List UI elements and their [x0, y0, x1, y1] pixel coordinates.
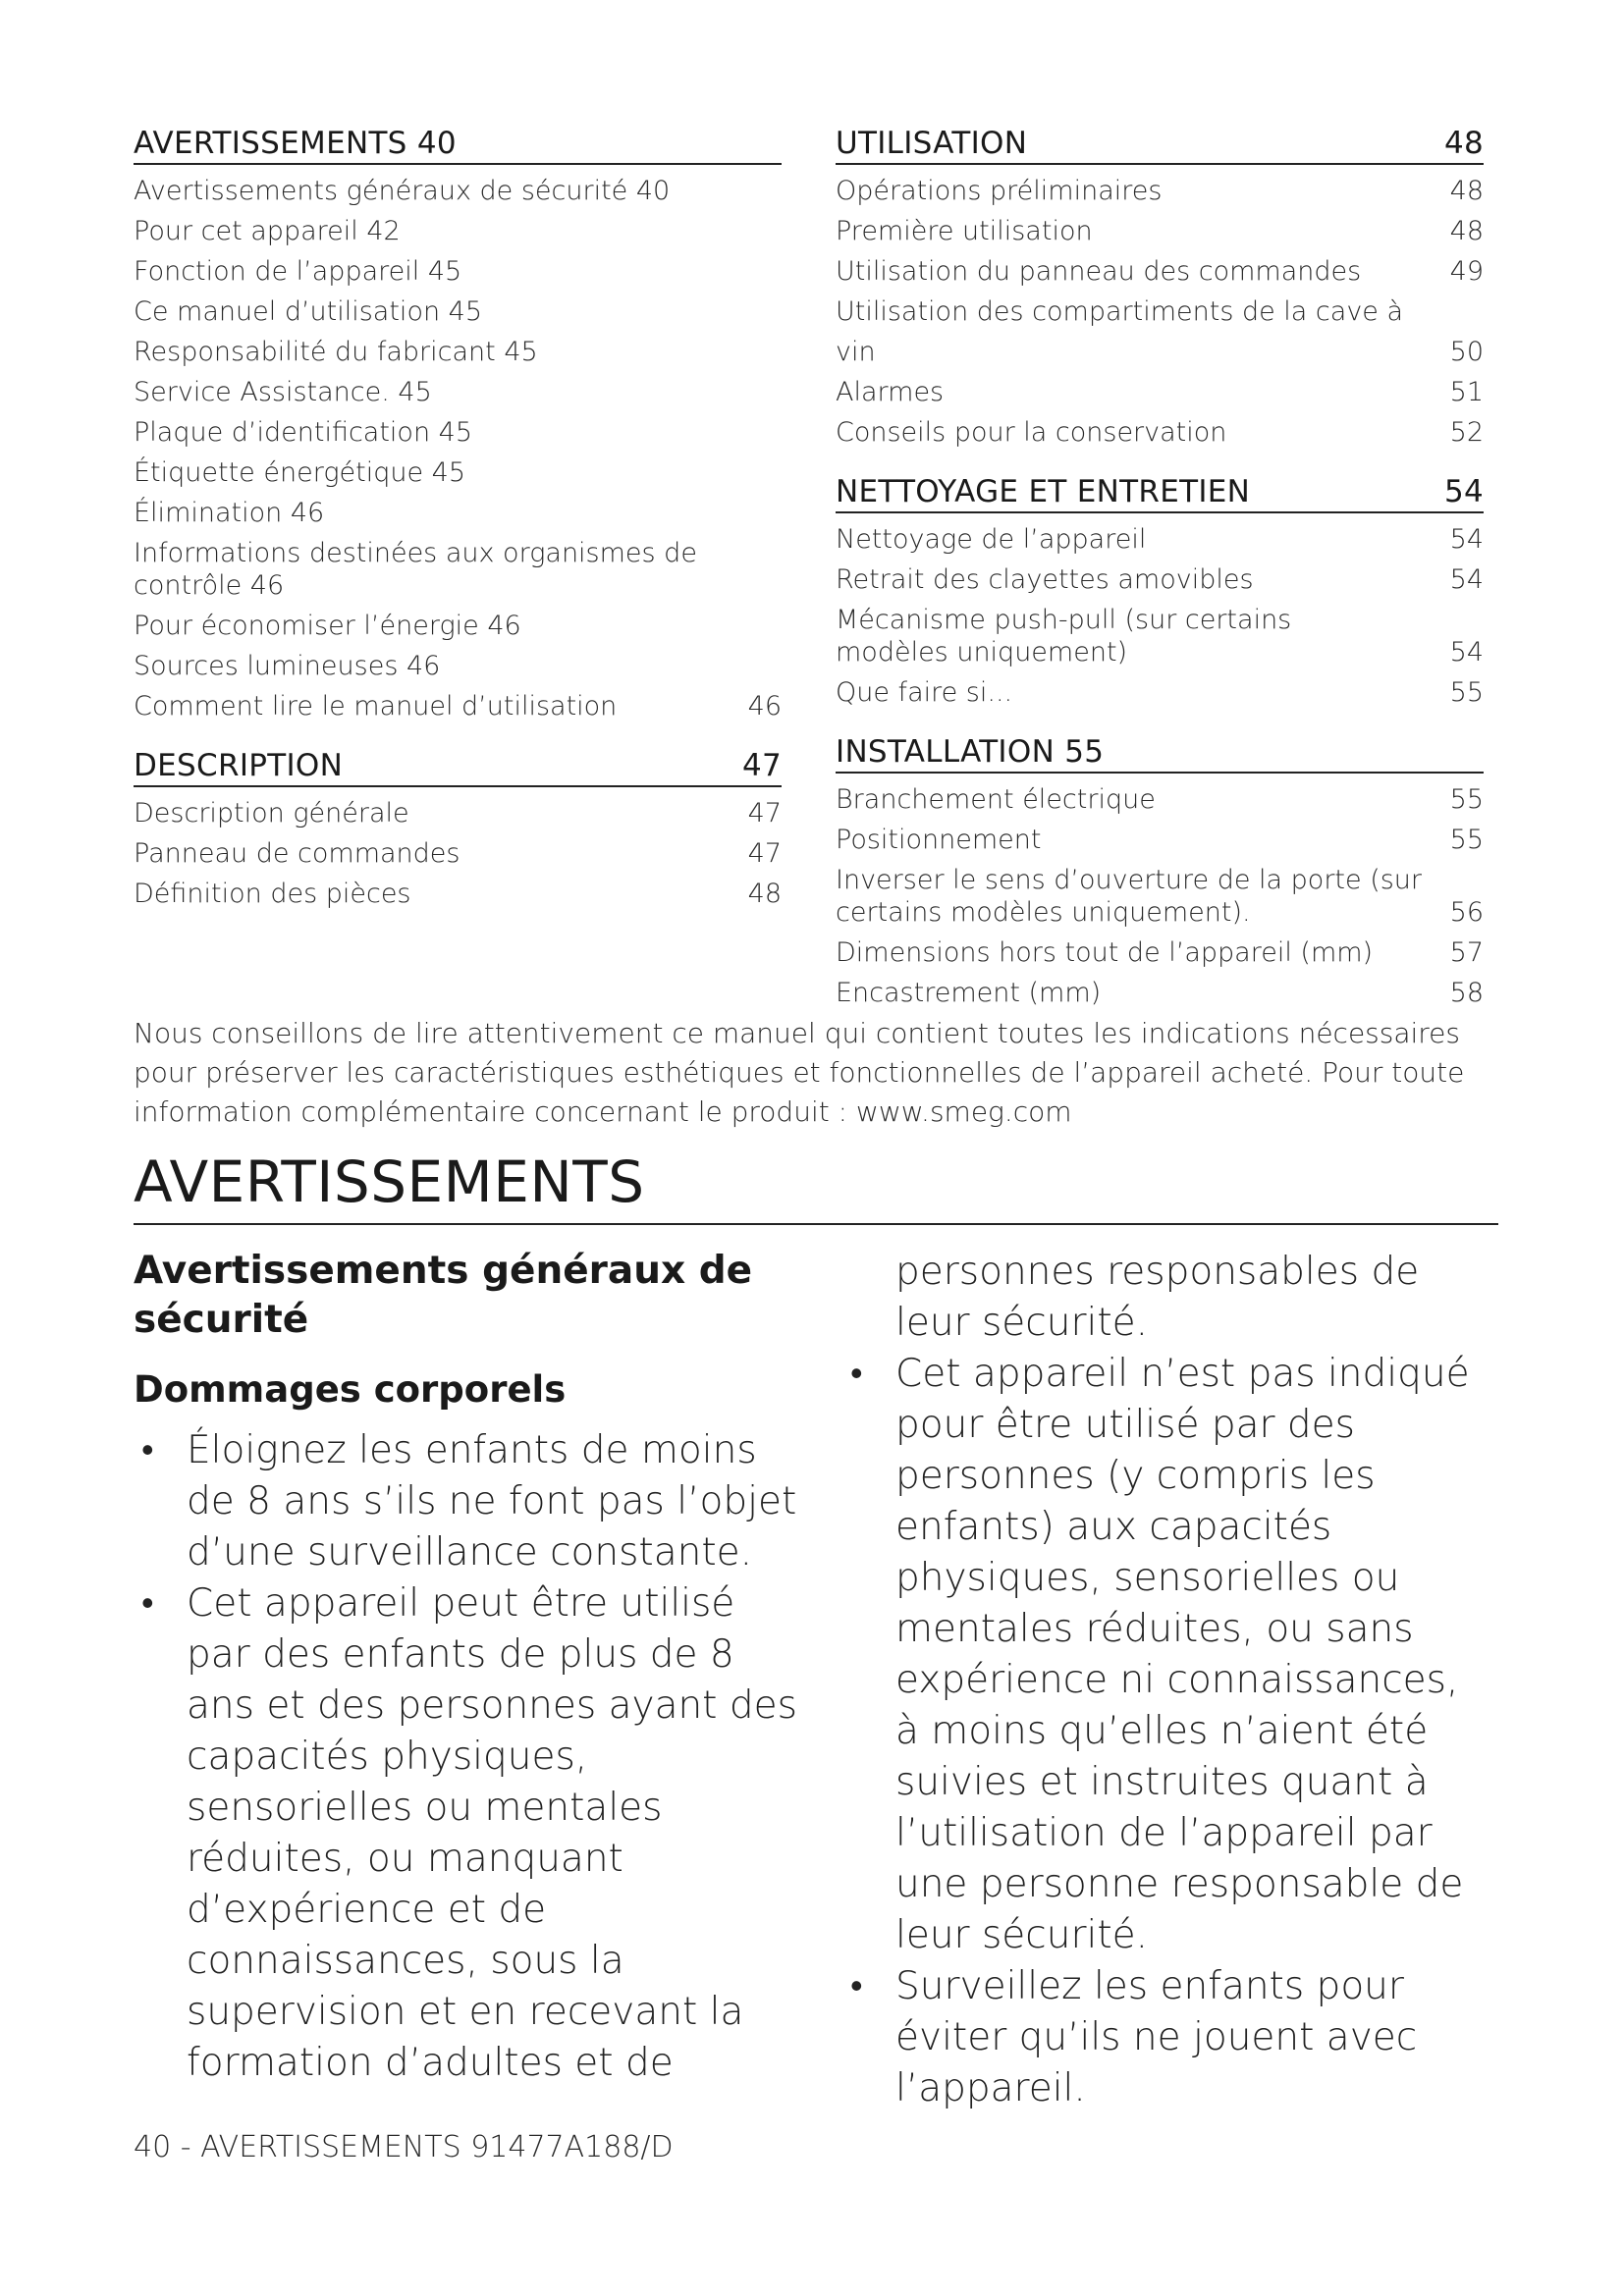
toc-item[interactable]: [836, 372, 1484, 412]
toc-item-page: 50: [1449, 337, 1484, 367]
toc-item-page: 58: [1449, 978, 1484, 1008]
toc-item-page: 52: [1449, 417, 1484, 448]
toc-item-title: Retrait des clayettes amovibles: [836, 564, 1254, 595]
toc-item-title: Opérations préliminaires: [836, 176, 1163, 206]
toc-item-page: 48: [1449, 216, 1484, 246]
toc-item-title: Dimensions hors tout de l’appareil (mm): [836, 937, 1374, 968]
toc-item-title: Nettoyage de l’appareil: [836, 524, 1147, 555]
toc-item[interactable]: [836, 251, 1484, 292]
toc-item-title: Utilisation du panneau des commandes: [836, 256, 1362, 287]
toc-item-title: Fonction de l’appareil 45: [134, 256, 462, 287]
toc-item-page: 55: [1449, 677, 1484, 708]
toc-item[interactable]: [134, 251, 782, 292]
toc-item-title: Inverser le sens d’ouverture de la porte (sur certains modèles uniquement).: [836, 865, 1423, 928]
toc-item-title: Comment lire le manuel d’utilisation: [134, 691, 618, 721]
toc-item-page: 47: [747, 798, 782, 828]
toc-item[interactable]: [134, 292, 782, 332]
toc-item-page: 51: [1449, 377, 1484, 407]
toc-item-page: 54: [1449, 524, 1484, 555]
toc-item-title: Responsabilité du fabricant 45: [134, 337, 538, 367]
toc-item[interactable]: [836, 211, 1484, 251]
toc-item[interactable]: [134, 372, 782, 412]
toc-item[interactable]: [836, 820, 1484, 860]
toc-section-page: 48: [1443, 126, 1484, 161]
toc-item[interactable]: [134, 646, 782, 686]
toc-item[interactable]: [134, 533, 782, 606]
toc-section-title: NETTOYAGE ET ENTRETIEN: [836, 474, 1251, 509]
toc-item[interactable]: [836, 292, 1484, 372]
toc-section-page: 54: [1443, 474, 1484, 509]
continued-text: personnes responsables de leur sécurité.: [895, 1250, 1420, 1345]
toc-item-title: Pour cet appareil 42: [134, 216, 401, 246]
list-item: • Cet appareil n’est pas indiqué pour être utilisé par des personnes (y compris les enfants) aux capacités physiques, sensorielles ou mentales réduites, ou sans expérience ni connaissances, à moins qu’elles n’aient été suivies et instruites quant à l’utilisation de l’appareil par une personne responsable de leur sécurité.: [842, 1349, 1490, 1961]
toc-item-title: Branchement électrique: [836, 784, 1156, 815]
toc-item-title: Que faire si...: [836, 677, 1013, 708]
section-subtitle: Avertissements généraux de sécurité: [134, 1249, 753, 1342]
toc-item-title: Plaque d’identification 45: [134, 417, 473, 448]
bullet-list: [842, 1349, 1490, 2114]
list-item: • Cet appareil peut être utilisé par des enfants de plus de 8 ans et des personnes ayant des capacités physiques, sensorielles ou mentales réduites, ou manquant d’expérience et de connaissances, sous la supervision et en recevant la formation d’adultes et de: [134, 1578, 801, 2089]
toc-section-title: AVERTISSEMENTS 40: [134, 126, 457, 161]
bullet-list: [134, 1425, 801, 2089]
list-item: • Surveillez les enfants pour éviter qu’ils ne jouent avec l’appareil.: [842, 1961, 1490, 2114]
toc-item-title: Sources lumineuses 46: [134, 651, 441, 681]
toc-item[interactable]: [134, 453, 782, 493]
toc-item-title: Service Assistance. 45: [134, 377, 432, 407]
toc-section-page: 47: [741, 748, 782, 783]
toc-item-title: Avertissements généraux de sécurité 40: [134, 176, 671, 206]
toc-item[interactable]: [134, 686, 782, 726]
toc-section-description: [134, 738, 782, 787]
toc-section-nettoyage: [836, 464, 1484, 513]
toc-item[interactable]: [836, 519, 1484, 560]
section-subsubtitle: Dommages corporels: [134, 1368, 567, 1411]
toc-item-title: Ce manuel d’utilisation 45: [134, 296, 483, 327]
toc-item-page: 54: [1449, 637, 1484, 667]
page-footer: 40 - AVERTISSEMENTS 91477A188/D: [134, 2130, 674, 2164]
body-right-column: [842, 1247, 1490, 2114]
toc-item-page: 46: [747, 691, 782, 721]
toc-item[interactable]: [836, 560, 1484, 600]
toc-section-utilisation: [836, 116, 1484, 165]
toc-item-title: Encastrement (mm): [836, 978, 1102, 1008]
toc-item-page: 56: [1449, 897, 1484, 928]
toc-item[interactable]: [134, 332, 782, 372]
toc-item[interactable]: [134, 211, 782, 251]
toc-item-page: 57: [1449, 937, 1484, 968]
toc-item-title: Pour économiser l’énergie 46: [134, 611, 521, 641]
toc-item[interactable]: [836, 412, 1484, 453]
page-title: AVERTISSEMENTS: [134, 1148, 1498, 1225]
toc-item-title: Première utilisation: [836, 216, 1093, 246]
toc-item-page: 48: [1449, 176, 1484, 206]
toc-item-page: 55: [1449, 825, 1484, 855]
toc-item[interactable]: [134, 412, 782, 453]
toc-item-page: 55: [1449, 784, 1484, 815]
toc-item-title: Élimination 46: [134, 498, 325, 528]
toc-item-page: 49: [1449, 256, 1484, 287]
toc-section-title: UTILISATION: [836, 126, 1028, 161]
toc-section-installation: [836, 724, 1484, 774]
toc-item[interactable]: [836, 779, 1484, 820]
toc-item[interactable]: [134, 874, 782, 914]
toc-left-column: [134, 116, 782, 914]
toc-section-title: DESCRIPTION: [134, 748, 344, 783]
toc-item[interactable]: [134, 493, 782, 533]
intro-paragraph: Nous conseillons de lire attentivement ce manuel qui contient toutes les indications nécessaires pour préserver les caractéristiques esthétiques et fonctionnelles de l’appareil acheté. Pour toute information complémentaire concernant le produit : www.smeg.com: [134, 1017, 1465, 1128]
toc-item-title: Mécanisme push-pull (sur certains modèles uniquement): [836, 605, 1292, 667]
toc-item[interactable]: [836, 860, 1484, 933]
toc-item-title: Positionnement: [836, 825, 1042, 855]
toc-item-title: Panneau de commandes: [134, 838, 460, 869]
toc-item-page: 54: [1449, 564, 1484, 595]
toc-item[interactable]: [836, 973, 1484, 1013]
toc-item[interactable]: [836, 933, 1484, 973]
toc-item[interactable]: [134, 833, 782, 874]
toc-item-title: Étiquette énergétique 45: [134, 457, 466, 488]
toc-right-column: [836, 116, 1484, 1013]
toc-item-title: Conseils pour la conservation: [836, 417, 1227, 448]
toc-item-title: Définition des pièces: [134, 879, 411, 909]
toc-item-page: 47: [747, 838, 782, 869]
toc-item[interactable]: [134, 793, 782, 833]
toc-item[interactable]: [134, 606, 782, 646]
toc-item-page: 48: [747, 879, 782, 909]
list-item: • Éloignez les enfants de moins de 8 ans s’ils ne font pas l’objet d’une surveillance constante.: [134, 1425, 801, 1578]
toc-item[interactable]: [836, 600, 1484, 672]
toc-item-title: Utilisation des compartiments de la cave à vin: [836, 296, 1404, 367]
toc-section-avertissements: [134, 116, 782, 165]
toc-item[interactable]: [836, 672, 1484, 713]
toc-item-title: Description générale: [134, 798, 409, 828]
toc-item-title: Informations destinées aux organismes de contrôle 46: [134, 538, 697, 601]
toc-section-title: INSTALLATION 55: [836, 734, 1105, 770]
body-left-column: [134, 1247, 801, 2089]
toc-item[interactable]: [134, 171, 782, 211]
toc-item[interactable]: [836, 171, 1484, 211]
toc-item-title: Alarmes: [836, 377, 945, 407]
